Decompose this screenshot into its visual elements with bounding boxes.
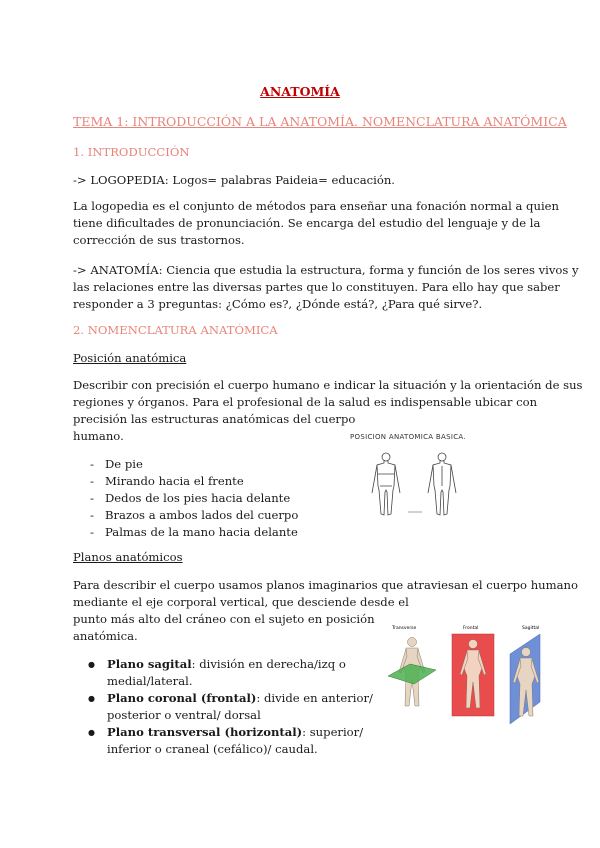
term-desc: : superior/ inferior o craneal (cefálico)/ caudal. — [107, 725, 364, 756]
anatomical-planes-illustration — [388, 620, 556, 738]
term-bold: Plano coronal (frontal) — [107, 691, 257, 705]
subheading-posicion: Posición anatómica — [73, 351, 187, 365]
list-item-plano-transversal — [73, 724, 373, 758]
human-figure-front — [372, 453, 400, 515]
list-item: - Palmas de la mano hacia delante — [73, 524, 298, 541]
plane-label-transverse: Transverse — [392, 626, 417, 631]
text-line: mediante el eje corporal vertical, que desciende desde el — [73, 595, 409, 609]
list-item: - Brazos a ambos lados del cuerpo — [73, 507, 298, 524]
figure-caption: POSICION ANATOMICA BASICA. — [350, 433, 466, 441]
term-bold: Plano transversal (horizontal) — [107, 725, 303, 739]
section-heading-nomenclatura: 2. NOMENCLATURA ANATÓMICA — [73, 323, 278, 337]
text-line: regiones y órganos. Para el profesional de la salud es indispensable ubicar con — [73, 395, 538, 409]
text-line: precisión las estructuras anatómicas del cuerpo — [73, 412, 356, 426]
text-line: Para describir el cuerpo usamos planos imaginarios que atraviesan el cuerpo humano — [73, 578, 579, 592]
text-line: corrección de sus trastornos. — [73, 233, 245, 247]
text-line: Describir con precisión el cuerpo humano e indicar la situación y la orientación de sus — [73, 378, 583, 392]
topic-heading: TEMA 1: INTRODUCCIÓN A LA ANATOMÍA. NOMENCLATURA ANATÓMICA — [73, 114, 567, 129]
anatomical-figures-illustration — [350, 430, 486, 522]
list-item: - Mirando hacia el frente — [73, 473, 298, 490]
list-item-plano-sagital — [73, 656, 373, 690]
figure-posicion-anatomica — [350, 430, 486, 522]
text-line: -> ANATOMÍA: Ciencia que estudia la estructura, forma y función de los seres vivos y — [73, 263, 579, 277]
planos-list — [73, 656, 373, 758]
frontal-plane-figure — [452, 634, 494, 716]
text-line: las relaciones entre las diversas partes que lo constituyen. Para ello hay que saber — [73, 280, 560, 294]
text-line: tiene dificultades de pronunciación. Se encarga del estudio del lenguaje y de la — [73, 216, 541, 230]
posicion-list — [73, 456, 298, 541]
figure-planos-anatomicos — [388, 620, 556, 738]
subheading-planos: Planos anatómicos — [73, 550, 183, 564]
term-desc: : división en derecha/izq o medial/lateral. — [107, 657, 346, 688]
list-item: - De pie — [73, 456, 298, 473]
document-title: ANATOMÍA — [260, 84, 340, 99]
text-line: humano. — [73, 429, 124, 443]
sagittal-plane-figure — [510, 634, 540, 724]
section-heading-introduccion: 1. INTRODUCCIÓN — [73, 145, 190, 159]
text-line: responder a 3 preguntas: ¿Cómo es?, ¿Dónde está?, ¿Para qué sirve?. — [73, 297, 483, 311]
plane-label-frontal: Frontal — [463, 626, 479, 631]
list-item: - Dedos de los pies hacia delante — [73, 490, 298, 507]
term-desc: : divide en anterior/ posterior o ventral/ dorsal — [107, 691, 373, 722]
paragraph-logopedia — [73, 198, 559, 249]
text-line: punto más alto del cráneo con el sujeto en posición — [73, 612, 375, 626]
paragraph-anatomia — [73, 262, 579, 313]
logopedia-line: -> LOGOPEDIA: Logos= palabras Paideia= educación. — [73, 173, 395, 187]
text-line: La logopedia es el conjunto de métodos para enseñar una fonación normal a quien — [73, 199, 559, 213]
list-item-plano-coronal — [73, 690, 373, 724]
text-line: anatómica. — [73, 629, 138, 643]
transverse-plane-figure — [388, 638, 436, 707]
human-figure-back — [428, 453, 456, 515]
term-bold: Plano sagital — [107, 657, 192, 671]
plane-label-sagittal: Sagittal — [522, 626, 540, 631]
paragraph-posicion — [73, 377, 582, 445]
